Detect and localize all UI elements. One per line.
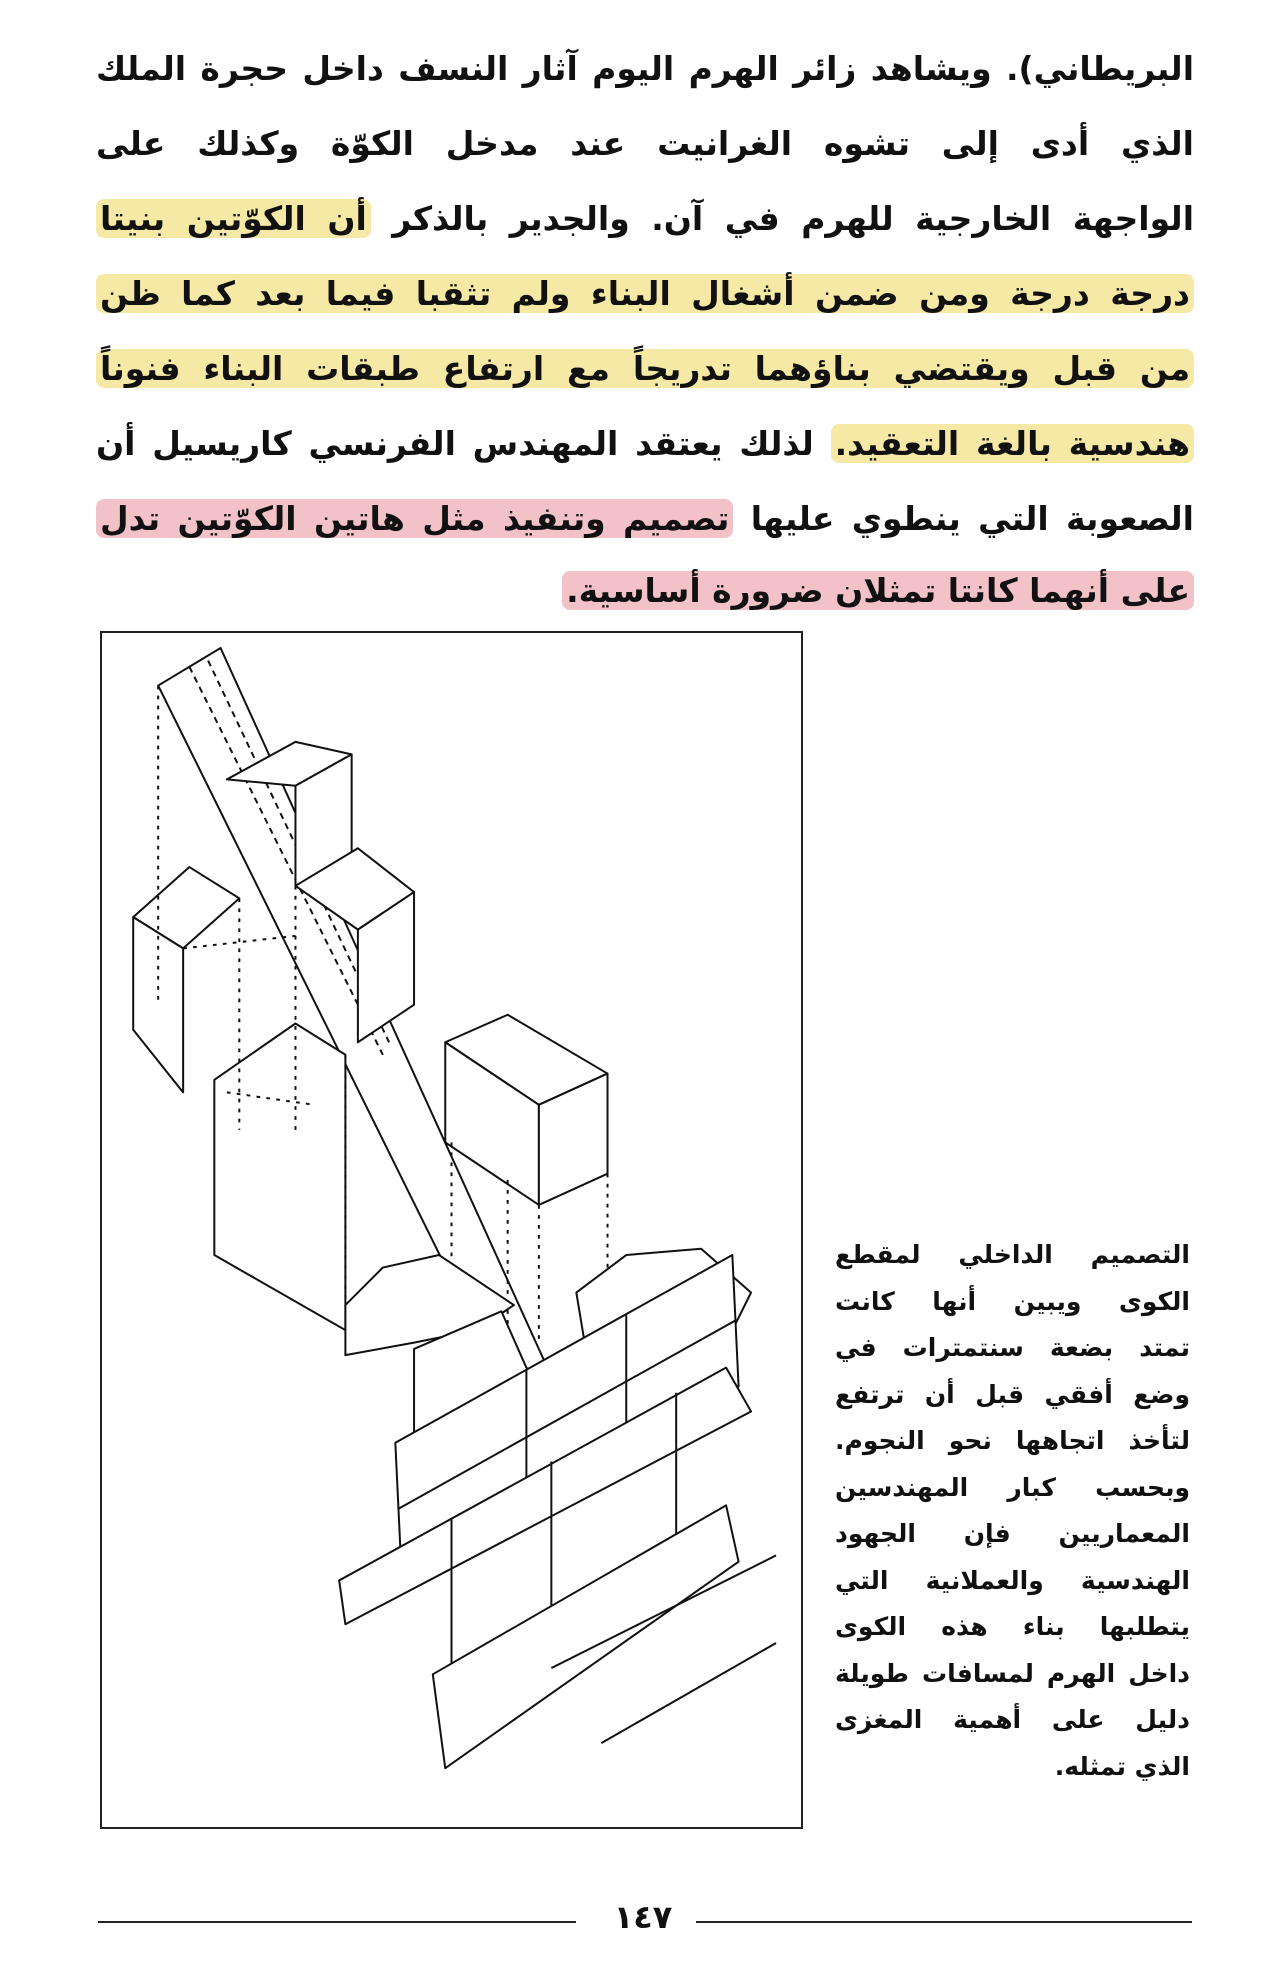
figure-caption: [835, 1232, 1190, 1790]
caption-line: التصميم الداخلي لمقطع: [835, 1240, 1190, 1269]
text-segment: الواجهة الخارجية للهرم في آن. والجدير بالذكر: [370, 199, 1194, 238]
footer-rule-left: [98, 1921, 576, 1923]
page-footer: [98, 1895, 1192, 1939]
text-segment: الصعوبة التي ينطوي عليها: [733, 499, 1194, 538]
pink-highlight: تصميم وتنفيذ مثل هاتين الكوّتين تدل: [96, 499, 733, 538]
pink-highlight: على أنهما كانتا تمثلان ضرورة أساسية.: [562, 571, 1194, 610]
caption-line: الهندسية والعملانية التي: [835, 1565, 1190, 1595]
text-line-4: [96, 263, 1194, 325]
yellow-highlight: درجة درجة ومن ضمن أشغال البناء ولم تثقبا فيما بعد كما ظن: [96, 274, 1194, 313]
caption-line: وضع أفقي قبل أن ترتفع: [835, 1379, 1190, 1409]
caption-line: يتطلبها بناء هذه الكوى: [835, 1612, 1190, 1641]
text-segment: الذي أدى إلى تشوه الغرانيت عند مدخل الكوّة وكذلك على: [96, 124, 1194, 163]
text-line-1: [96, 38, 1194, 100]
yellow-highlight: من قبل ويقتضي بناؤهما تدريجاً مع ارتفاع طبقات البناء فنوناً: [96, 349, 1194, 388]
page-number: ١٤٧: [613, 1898, 673, 1936]
caption-line: لتأخذ اتجاهها نحو النجوم.: [835, 1426, 1190, 1455]
caption-line: داخل الهرم لمسافات طويلة: [835, 1658, 1190, 1688]
text-segment: لذلك يعتقد المهندس الفرنسي كاريسيل أن: [96, 424, 831, 463]
caption-line: دليل على أهمية المغزى: [835, 1705, 1190, 1734]
text-line-7: [96, 488, 1194, 550]
caption-line: الذي تمثله.: [1054, 1751, 1190, 1781]
yellow-highlight: أن الكوّتين بنيتا: [96, 199, 371, 238]
text-segment: البريطاني). ويشاهد زائر الهرم اليوم آثار النسف داخل حجرة الملك: [96, 49, 1194, 88]
caption-line: وبحسب كبار المهندسين: [835, 1472, 1190, 1502]
text-line-6: [96, 413, 1194, 475]
caption-line: المعماريين فإن الجهود: [835, 1519, 1190, 1548]
text-line-5: [96, 338, 1194, 400]
caption-line: الكوى ويبين أنها كانت: [835, 1286, 1190, 1316]
footer-rule-right: [696, 1921, 1192, 1923]
text-line-2: [96, 113, 1194, 175]
text-line-8: [562, 560, 1194, 622]
shaft-section-diagram: [100, 631, 803, 1829]
yellow-highlight: هندسية بالغة التعقيد.: [831, 424, 1194, 463]
text-line-3: [96, 188, 1194, 250]
caption-line: تمتد بضعة سنتمترات في: [835, 1333, 1190, 1362]
